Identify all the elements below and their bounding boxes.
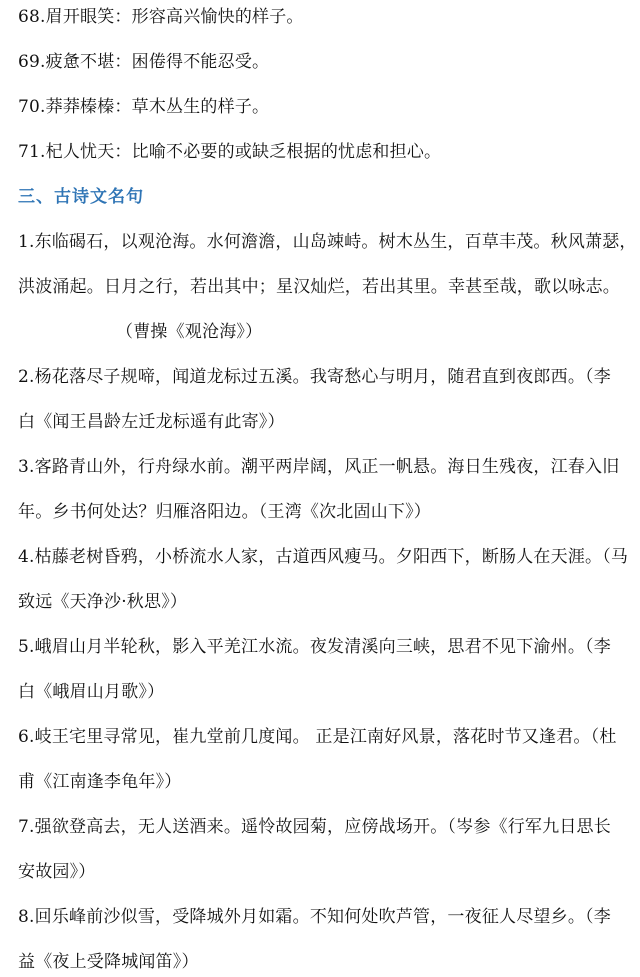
poem-5-line-1: 5.峨眉山月半轮秋，影入平羌江水流。夜发清溪向三峡，思君不见下渝州。（李 — [18, 637, 611, 657]
idiom-69: 69.疲惫不堪：困倦得不能忍受。 — [18, 52, 270, 72]
poem-7-line-2: 安故园》） — [18, 862, 96, 882]
poem-5-line-2: 白《峨眉山月歌》） — [18, 682, 165, 702]
poem-6-line-2: 甫《江南逢李龟年》） — [18, 772, 182, 792]
poem-4-line-1: 4.枯藤老树昏鸦，小桥流水人家，古道西风瘦马。夕阳西下，断肠人在天涯。（马 — [18, 547, 629, 567]
poem-8-line-1: 8.回乐峰前沙似雪，受降城外月如霜。不知何处吹芦管，一夜征人尽望乡。（李 — [18, 907, 611, 927]
poem-8-line-2: 益《夜上受降城闻笛》） — [18, 952, 199, 972]
poem-1-attribution: （曹操《观沧海》） — [116, 322, 263, 342]
idiom-68: 68.眉开眼笑：形容高兴愉快的样子。 — [18, 7, 304, 27]
poem-7-line-1: 7.强欲登高去，无人送酒来。遥怜故园菊，应傍战场开。（岑参《行军九日思长 — [18, 817, 611, 837]
poem-2-line-1: 2.杨花落尽子规啼，闻道龙标过五溪。我寄愁心与明月，随君直到夜郎西。（李 — [18, 367, 611, 387]
idiom-70: 70.莽莽榛榛：草木丛生的样子。 — [18, 97, 270, 117]
idiom-71: 71.杞人忧天：比喻不必要的或缺乏根据的忧虑和担心。 — [18, 142, 442, 162]
poem-2-line-2: 白《闻王昌龄左迁龙标遥有此寄》） — [18, 412, 285, 432]
poem-1-line-2: 洪波涌起。日月之行，若出其中；星汉灿烂，若出其里。幸甚至哉，歌以咏志。 — [18, 277, 620, 297]
poem-3-line-1: 3.客路青山外，行舟绿水前。潮平两岸阔，风正一帆悬。海日生残夜，江春入旧 — [18, 457, 620, 477]
poem-4-line-2: 致远《天净沙·秋思》） — [18, 592, 188, 612]
section-heading: 三、古诗文名句 — [18, 187, 144, 207]
poem-3-line-2: 年。乡书何处达？归雁洛阳边。（王湾《次北固山下》） — [18, 502, 431, 522]
poem-1-line-1: 1.东临碣石，以观沧海。水何澹澹，山岛竦峙。树木丛生，百草丰茂。秋风萧瑟， — [18, 232, 637, 252]
poem-6-line-1: 6.岐王宅里寻常见，崔九堂前几度闻。 正是江南好风景，落花时节又逢君。（杜 — [18, 727, 617, 747]
